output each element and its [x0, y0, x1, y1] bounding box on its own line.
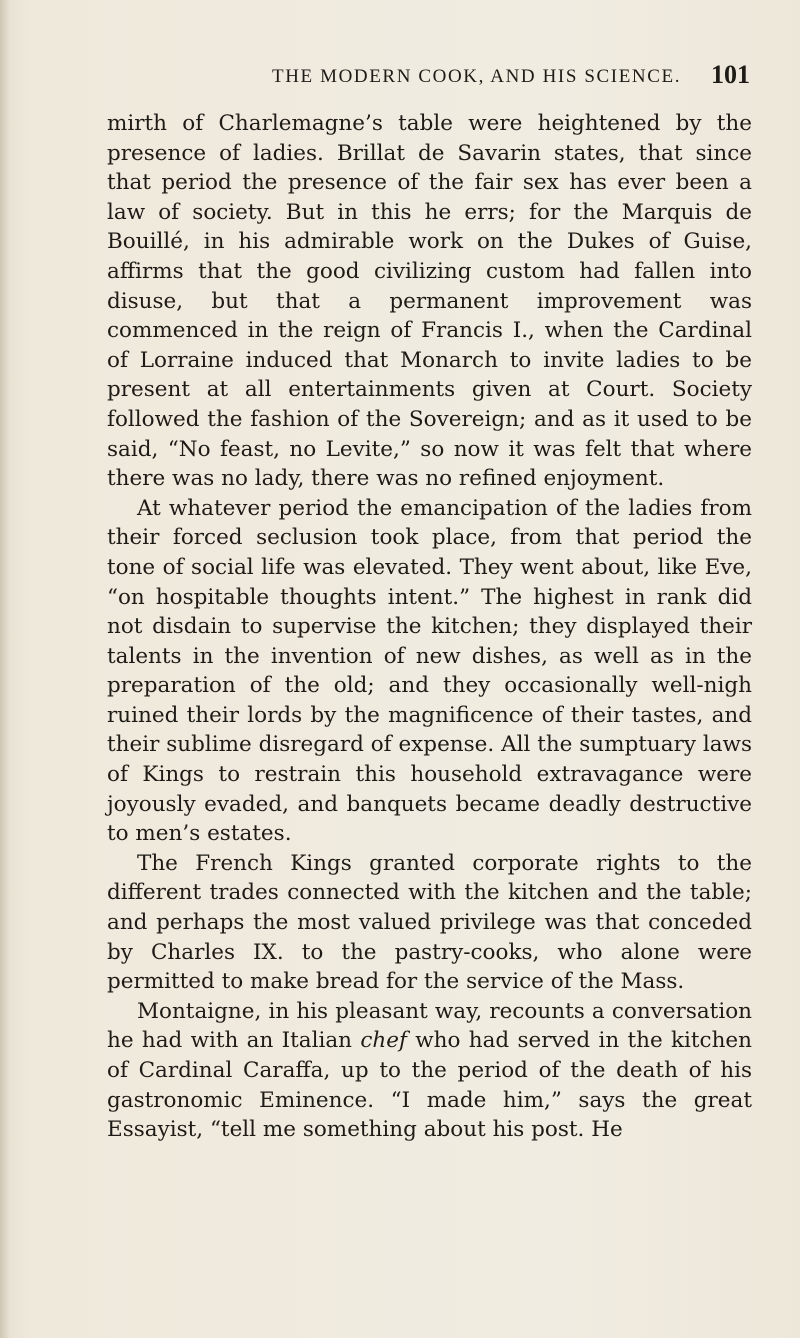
paragraph-text: who had served in the kitchen of Cardinal Caraffa, up to the period of the death of his gastronomic Eminence. “I made him,” says the great Essayist, “tell me something about his post. He [107, 1028, 752, 1143]
paragraph-text: Montaigne, in his pleasant way, recounts a conversation he had with an Italian [107, 998, 752, 1054]
page-number: 101 [711, 60, 750, 89]
paragraph: At whatever period the emancipation of the ladies from their forced seclusion took place, from that period the tone of social life was elevated. They went about, like Eve, “on hospitable thoughts intent.” The highest in rank did not disdain to supervise the kitchen; they displayed their talents in the invention of new dishes, as well as in the preparation of the old; and they occasionally well-nigh ruined their lords by the magnificence of their tastes, and their sublime disregard of expense. All the sumptuary laws of Kings to restrain this household extravagance were joyously evaded, and banquets became deadly destructive to men’s estates. [107, 495, 752, 847]
page-header [120, 60, 750, 94]
running-head: THE MODERN COOK, AND HIS SCIENCE. [272, 66, 682, 87]
paragraph-last [107, 997, 752, 1145]
paragraph-continued: mirth of Charlemagne’s table were heightened by the presence of ladies. Brillat de Savarin states, that since that period the presence of the fair sex has ever been a law of society. But in this he errs; for the Marquis de Bouillé, in his admirable work on the Dukes of Guise, affirms that the good civilizing custom had fallen into disuse, but that a permanent improvement was commenced in the reign of Francis I., when the Cardinal of Lorraine induced that Monarch to invite ladies to be present at all entertainments given at Court. Society followed the fashion of the Sovereign; and as it used to be said, “No feast, no Levite,” so now it was felt that where there was no lady, there was no refined enjoyment. [107, 111, 752, 492]
paragraph: The French Kings granted corporate rights to the different trades connected with the kitchen and the table; and perhaps the most valued privilege was that conceded by Charles IX. to the pastry-cooks, who alone were permitted to make bread for the service of the Mass. [107, 850, 752, 995]
body-text [107, 109, 752, 1145]
page-binding-shadow [0, 0, 10, 1338]
italic-word: chef [360, 1028, 407, 1054]
